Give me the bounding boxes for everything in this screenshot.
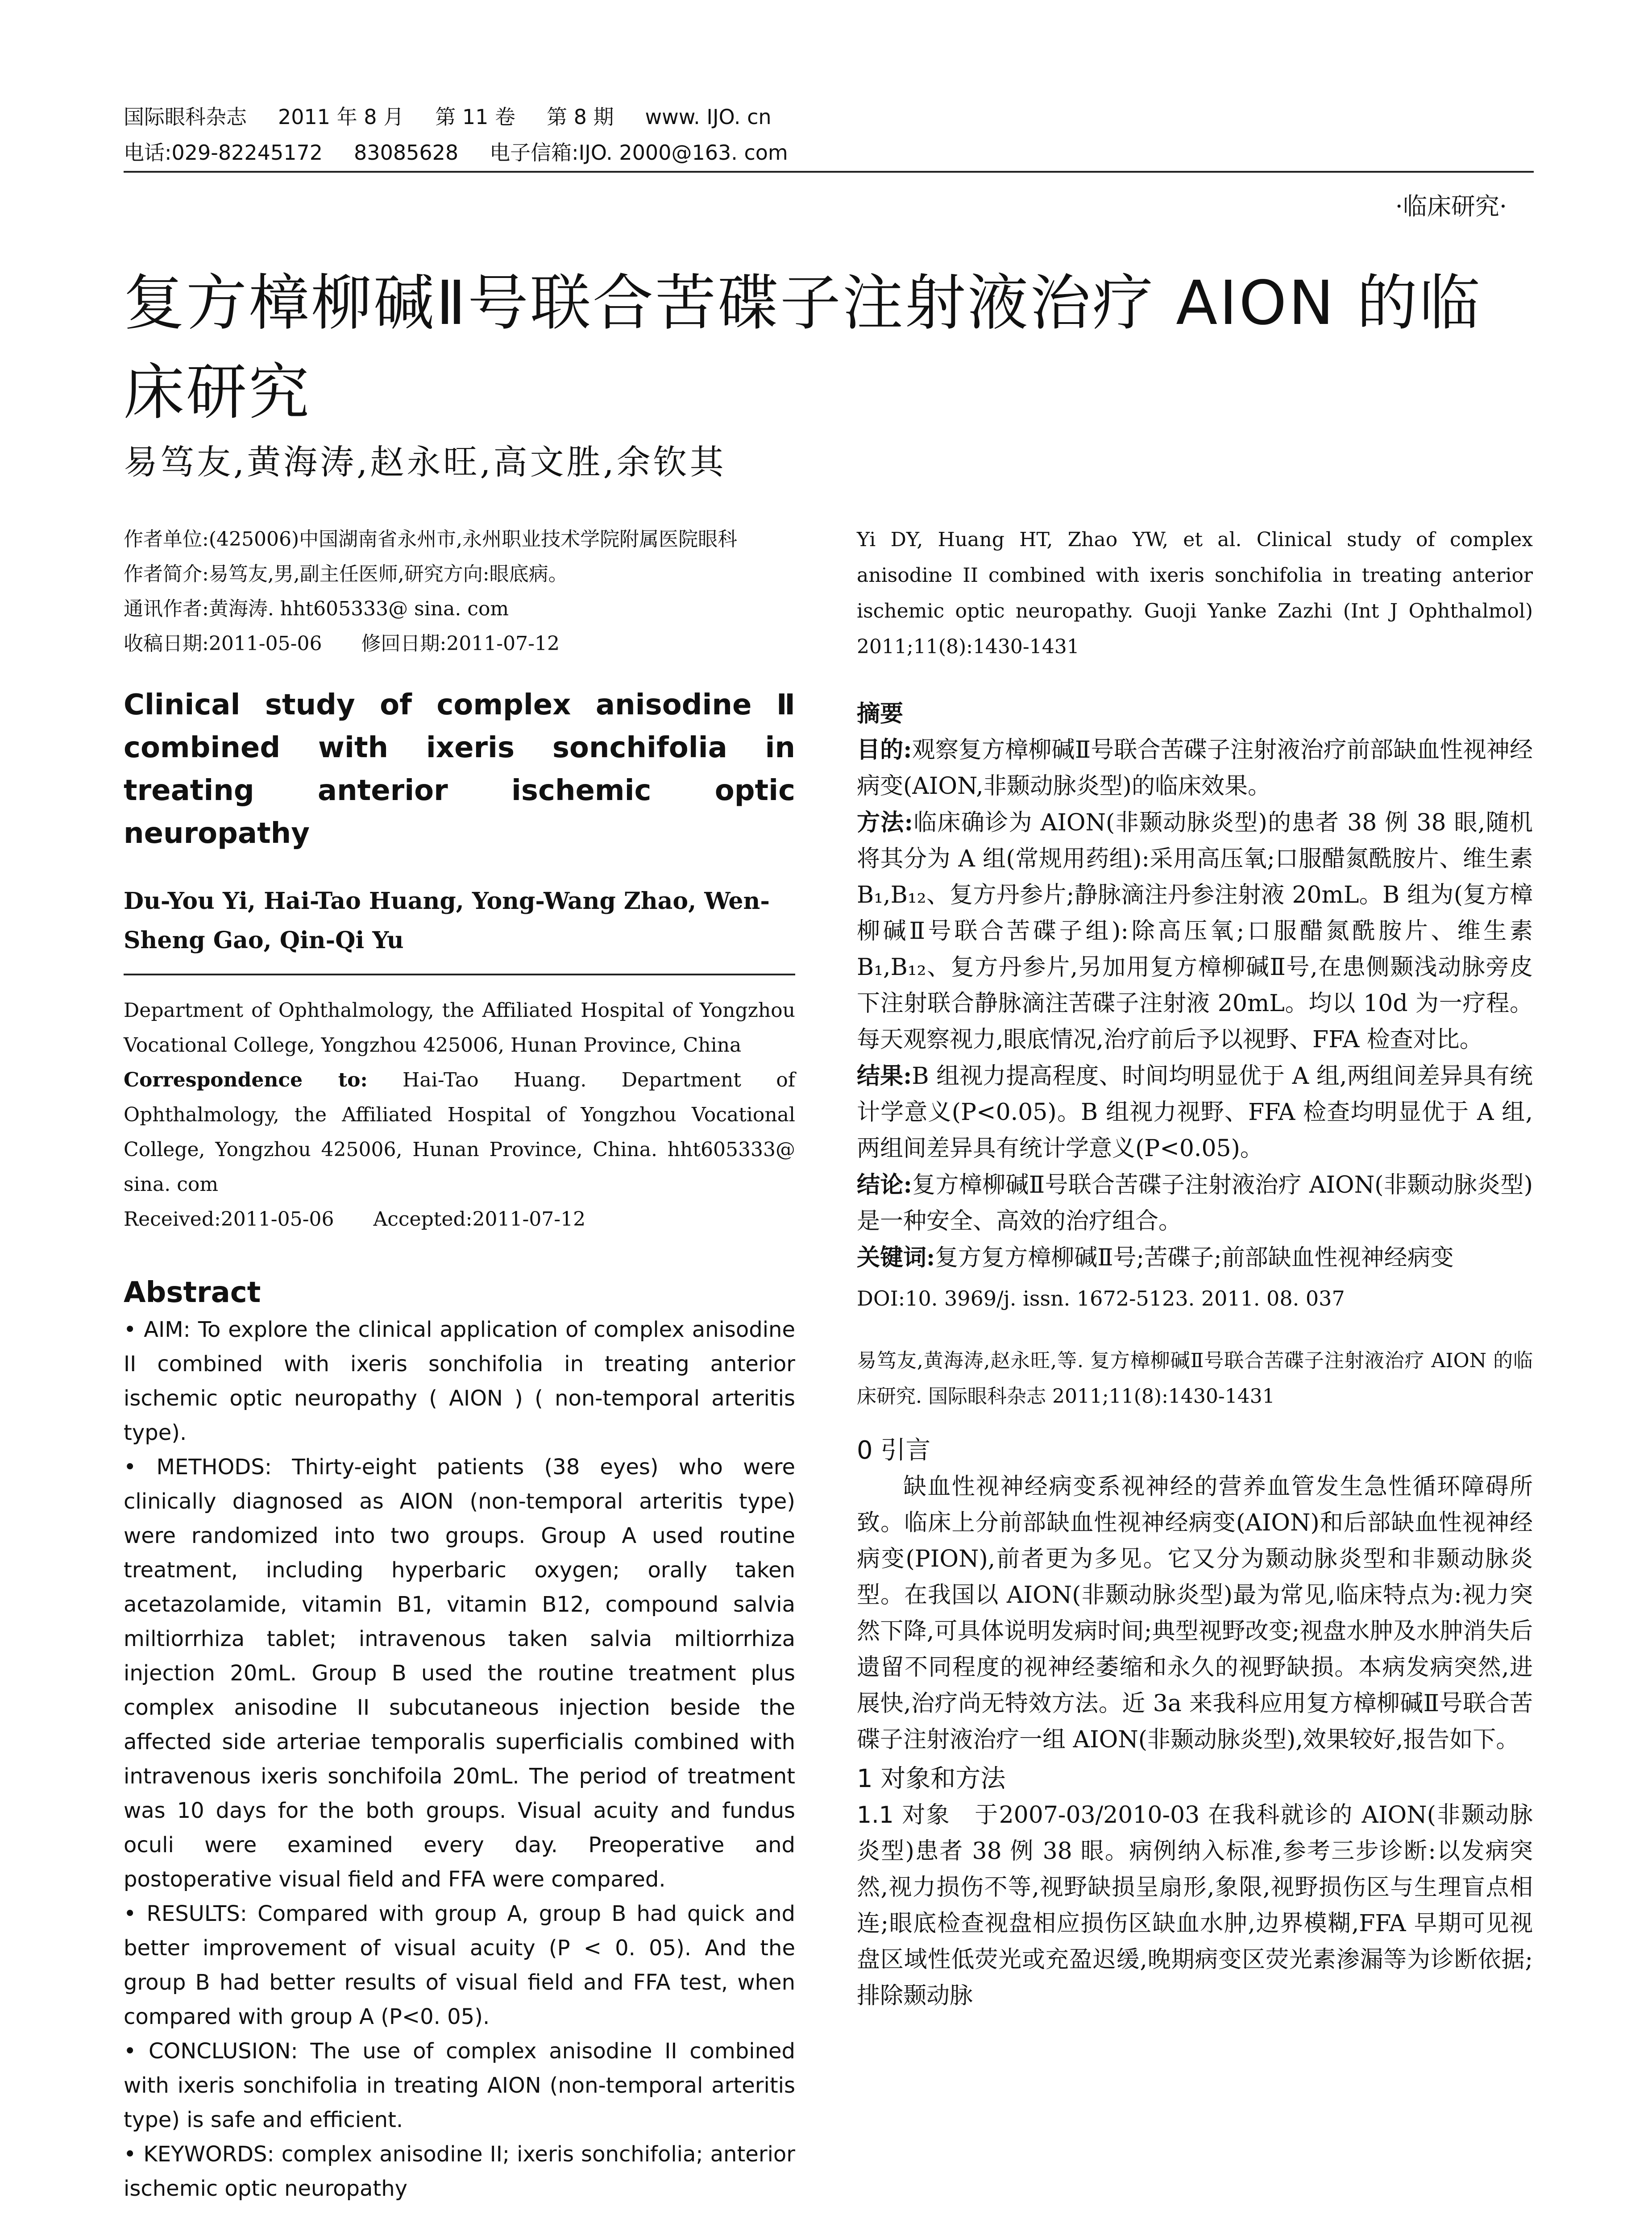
header-line-2 [124, 135, 1529, 170]
results-text: Compared with group A, group B had quick and better improvement of visual acuity (P < 0. 05). And the group B had better results of visual field and FFA test, when compared with group A (P<0. 05). [124, 1901, 796, 2029]
cn-keywords [857, 1240, 1533, 1276]
cn-results [857, 1058, 1533, 1167]
header-rule [124, 171, 1534, 173]
results-label: • RESULTS: [124, 1901, 247, 1926]
subjects-paragraph [857, 1797, 1533, 2014]
website: www. IJO. cn [645, 105, 772, 129]
conclusion-label: • CONCLUSION: [124, 2039, 298, 2064]
author-rule [124, 974, 795, 975]
chinese-citation: 易笃友,黄海涛,赵永旺,等. 复方樟柳碱Ⅱ号联合苦碟子注射液治疗 AION 的临床研究. 国际眼科杂志 2011;11(8):1430-1431 [857, 1349, 1533, 1408]
author-affiliation: 作者单位:(425006)中国湖南省永州市,永州职业技术学院附属医院眼科 [124, 528, 738, 551]
cn-aim-text: 观察复方樟柳碱Ⅱ号联合苦碟子注射液治疗前部缺血性视神经病变(AION,非颞动脉炎型)的临床效果。 [857, 737, 1533, 800]
header-line-1 [124, 99, 1529, 135]
abstract-aim [124, 1313, 795, 1450]
cn-conclusion [857, 1167, 1533, 1240]
cn-conclusion-label: 结论: [857, 1171, 912, 1198]
journal-header [124, 99, 1529, 170]
keywords-label: • KEYWORDS: [124, 2142, 274, 2167]
abstract-keywords [124, 2137, 795, 2206]
article-authors: 易笃友,黄海涛,赵永旺,高文胜,余钦其 [124, 442, 726, 482]
methods-label: • METHODS: [124, 1455, 272, 1480]
english-title: Clinical study of complex anisodine Ⅱ combined with ixeris sonchifolia in treating anterior ischemic optic neuropathy [124, 688, 795, 850]
subjects-label: 1.1 对象 [857, 1802, 951, 1829]
article-title: 复方樟柳碱Ⅱ号联合苦碟子注射液治疗 AION 的临床研究 [124, 268, 1482, 428]
english-received: Received:2011-05-06 Accepted:2011-07-12 [124, 1208, 586, 1231]
cn-conclusion-text: 复方樟柳碱Ⅱ号联合苦碟子注射液治疗 AION(非颞动脉炎型)是一种安全、高效的治疗组合。 [857, 1172, 1533, 1235]
cn-methods [857, 804, 1533, 1058]
correspondence-label: Correspondence to: [124, 1069, 368, 1091]
right-column [857, 522, 1533, 2014]
abstract-heading: Abstract [124, 1276, 261, 1309]
cn-methods-label: 方法: [857, 809, 913, 836]
aim-label: • AIM: [124, 1317, 191, 1342]
english-citation: Yi DY, Huang HT, Zhao YW, et al. Clinical study of complex anisodine II combined with ixeris sonchifolia in treating anterior ischemic optic neuropathy. Guoji Yanke Zazhi (Int J Ophthalmol) 2011;11(8):1430-1431 [857, 528, 1533, 658]
cn-results-text: B 组视力提高程度、时间均明显优于 A 组,两组间差异具有统计学意义(P<0.05)。B 组视力视野、FFA 检查均明显优于 A 组,两组间差异具有统计学意义(P<0.05)。 [857, 1063, 1533, 1162]
keywords-text: complex anisodine II; ixeris sonchifolia; anterior ischemic optic neuropathy [124, 2142, 796, 2201]
section-label: ·临床研究· [1395, 192, 1507, 220]
intro-heading: 0 引言 [857, 1436, 931, 1465]
subjects-text: 于2007-03/2010-03 在我科就诊的 AION(非颞动脉炎型)患者 38 例 38 眼。病例纳入标准,参考三步诊断:以发病突然,视力损伤不等,视野缺损呈扇形,象限,视野损伤区与生理盲点相连;眼底检查视盘相应损伤区缺血水肿,边界模糊,FFA 早期可见视盘区域性低荧光或充盈迟缓,晚期病变区荧光素渗漏等为诊断依据;排除颞动脉 [857, 1802, 1533, 2009]
cn-aim [857, 732, 1533, 804]
english-authors: Du-You Yi, Hai-Tao Huang, Yong-Wang Zhao, Wen-Sheng Gao, Qin-Qi Yu [124, 887, 770, 954]
cn-results-label: 结果: [857, 1062, 912, 1090]
issue-date: 2011 年 8 月 [278, 105, 404, 129]
intro-text: 缺血性视神经病变系视神经的营养血管发生急性循环障碍所致。临床上分前部缺血性视神经病变(AION)和后部缺血性视神经病变(PION),前者更为多见。它又分为颞动脉炎型和非颞动脉炎型。在我国以 AION(非颞动脉炎型)最为常见,临床特点为:视力突然下降,可具体说明发病时间;典型视野改变;视盘水肿及水肿消失后遗留不同程度的视神经萎缩和永久的视野缺损。本病发病突然,进展快,治疗尚无特效方法。近 3a 来我科应用复方樟柳碱Ⅱ号联合苦碟子注射液治疗一组 AION(非颞动脉炎型),效果较好,报告如下。 [857, 1473, 1533, 1753]
abstract-methods [124, 1450, 795, 1897]
english-department: Department of Ophthalmology, the Affiliated Hospital of Yongzhou Vocational College, Yongzhou 425006, Hunan Province, China [124, 999, 795, 1057]
aim-text: To explore the clinical application of complex anisodine II combined with ixeris sonchifolia in treating anterior ischemic optic neuropathy ( AION ) ( non-temporal arteritis type). [124, 1317, 796, 1445]
english-correspondence [124, 1063, 795, 1202]
left-column [124, 522, 795, 2206]
cn-keywords-label: 关键词: [857, 1244, 935, 1271]
cn-keywords-text: 复方复方樟柳碱Ⅱ号;苦碟子;前部缺血性视神经病变 [935, 1244, 1454, 1271]
correspondence-text: Hai-Tao Huang. Department of Ophthalmology, the Affiliated Hospital of Yongzhou Vocational College, Yongzhou 425006, Hunan Province, China. hht605333@ sina. com [124, 1069, 795, 1196]
issue-number: 第 8 期 [546, 105, 614, 129]
corresponding-author: 通讯作者:黄海涛. hht605333@ sina. com [124, 597, 509, 620]
methods-heading: 1 对象和方法 [857, 1764, 1006, 1793]
received-dates: 收稿日期:2011-05-06 修回日期:2011-07-12 [124, 632, 560, 655]
abstract-conclusion [124, 2034, 795, 2137]
author-bio: 作者简介:易笃友,男,副主任医师,研究方向:眼底病。 [124, 563, 568, 585]
methods-text: Thirty-eight patients (38 eyes) who were clinically diagnosed as AION (non-temporal arteritis type) were randomized into two groups. Group A used routine treatment, including hyperbaric oxygen; orally taken acetazolamide, vitamin B1, vitamin B12, compound salvia miltiorrhiza tablet; intravenous taken salvia miltiorrhiza injection 20mL. Group B used the routine treatment plus complex anisodine II subcutaneous injection beside the affected side arteriae temporalis superficialis combined with intravenous ixeris sonchifoila 20mL. The period of treatment was 10 days for the both groups. Visual acuity and fundus oculi were examined every day. Preoperative and postoperative visual field and FFA were compared. [124, 1455, 796, 1892]
doi: DOI:10. 3969/j. issn. 1672-5123. 2011. 08. 037 [857, 1286, 1345, 1310]
journal-name: 国际眼科杂志 [124, 105, 247, 129]
phone-2: 83085628 [354, 141, 459, 165]
abstract-results [124, 1897, 795, 2034]
phone: 电话:029-82245172 [124, 141, 323, 165]
cn-abstract-heading: 摘要 [857, 700, 904, 727]
conclusion-text: The use of complex anisodine II combined with ixeris sonchifolia in treating AION (non-temporal arteritis type) is safe and efficient. [124, 2039, 795, 2132]
cn-aim-label: 目的: [857, 736, 912, 763]
cn-methods-text: 临床确诊为 AION(非颞动脉炎型)的患者 38 例 38 眼,随机将其分为 A 组(常规用药组):采用高压氧;口服醋氮酰胺片、维生素 B₁,B₁₂、复方丹参片;静脉滴注丹参注射液 20mL。B 组为(复方樟柳碱Ⅱ号联合苦碟子组):除高压氧;口服醋氮酰胺片、维生素 B₁,B₁₂、复方丹参片,另加用复方樟柳碱Ⅱ号,在患侧颞浅动脉旁皮下注射联合静脉滴注苦碟子注射液 20mL。均以 10d 为一疗程。每天观察视力,眼底情况,治疗前后予以视野、FFA 检查对比。 [857, 809, 1533, 1053]
volume: 第 11 卷 [435, 105, 515, 129]
email: 电子信箱:IJO. 2000@163. com [490, 141, 788, 165]
